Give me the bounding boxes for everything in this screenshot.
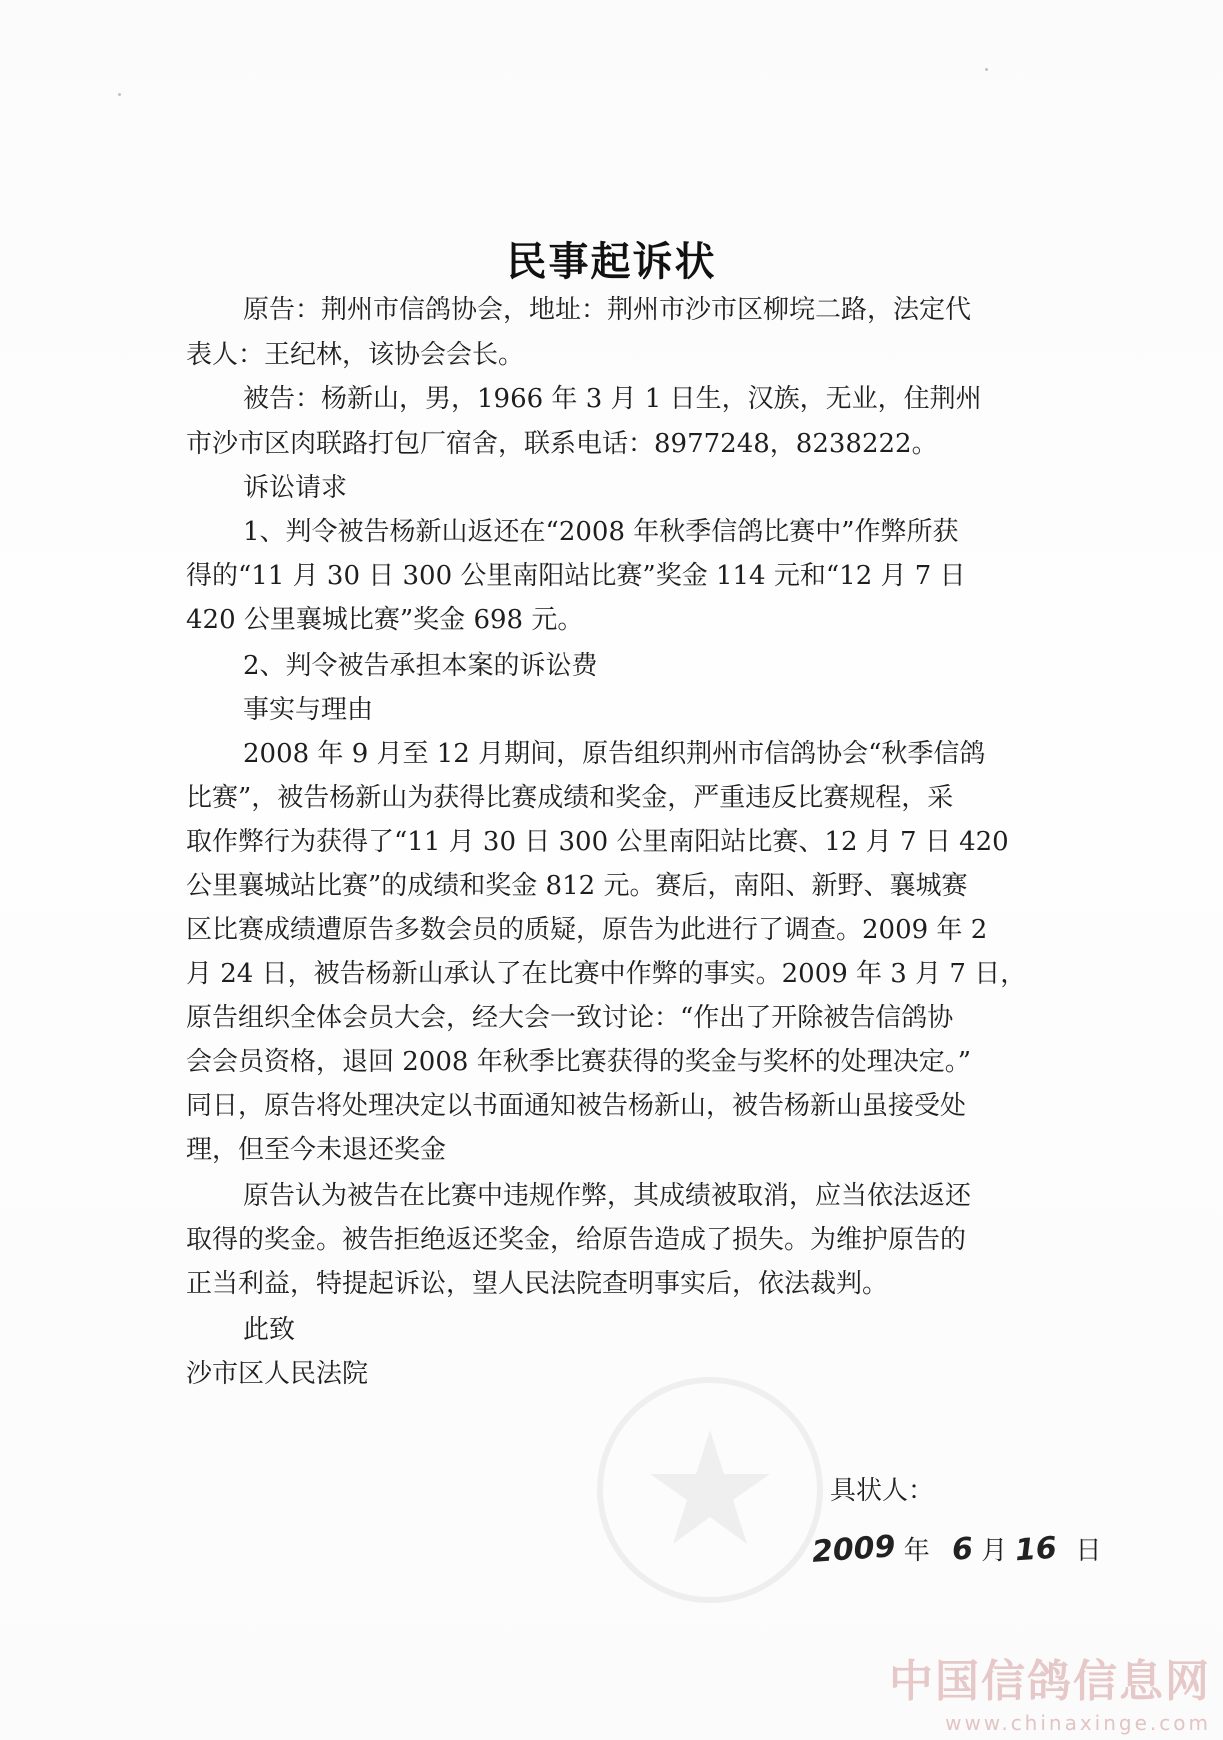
document-title: 民事起诉状 <box>506 239 717 285</box>
date-day-unit: 日 <box>1075 1536 1102 1566</box>
text-line: 取作弊行为获得了“11 月 30 日 300 公里南阳站比赛、12 月 7 日 420 <box>186 827 1009 857</box>
text-line: 正当利益，特提起诉讼，望人民法院查明事实后，依法裁判。 <box>186 1269 889 1299</box>
text-line: 会会员资格，退回 2008 年秋季比赛获得的奖金与奖杯的处理决定。” <box>186 1047 971 1077</box>
text-line: 市沙市区肉联路打包厂宿舍，联系电话：8977248，8238222。 <box>186 429 938 459</box>
watermark-site-name: 中国信鸽信息网 <box>889 1656 1211 1707</box>
text-line: 得的“11 月 30 日 300 公里南阳站比赛”奖金 114 元和“12 月 7 日 <box>186 561 966 591</box>
text-line: 理，但至今未退还奖金 <box>186 1135 447 1165</box>
text-line: 表人：王纪林，该协会会长。 <box>186 340 525 370</box>
text-line: 被告：杨新山，男，1966 年 3 月 1 日生，汉族，无业，住荆州 <box>243 384 982 414</box>
site-watermark <box>889 1645 1211 1735</box>
text-line: 区比赛成绩遭原告多数会员的质疑，原告为此进行了调查。2009 年 2 <box>186 915 988 945</box>
text-line: 原告认为被告在比赛中违规作弊，其成绩被取消，应当依法返还 <box>243 1181 972 1211</box>
handwritten-month: 6 <box>950 1531 975 1568</box>
addressee-court: 沙市区人民法院 <box>186 1359 369 1389</box>
closing-salutation: 此致 <box>243 1315 296 1345</box>
text-line: 420 公里襄城比赛”奖金 698 元。 <box>186 605 584 635</box>
text-line: 原告组织全体会员大会，经大会一致讨论：“作出了开除被告信鸽协 <box>186 1003 954 1033</box>
text-line: 原告：荆州市信鸽协会，地址：荆州市沙市区柳垸二路，法定代 <box>243 295 972 325</box>
section-heading: 诉讼请求 <box>243 473 348 503</box>
paper-speck <box>118 93 121 96</box>
text-line: 比赛”，被告杨新山为获得比赛成绩和奖金，严重违反比赛规程，采 <box>186 783 954 813</box>
filing-date <box>810 1529 1102 1570</box>
faded-seal-stamp <box>590 1370 830 1610</box>
plaintiff-signature-label: 具状人： <box>830 1476 935 1506</box>
watermark-url: www.chinaxinge.com <box>945 1711 1211 1735</box>
text-line: 取得的奖金。被告拒绝返还奖金，给原告造成了损失。为维护原告的 <box>186 1225 967 1255</box>
text-line: 2008 年 9 月至 12 月期间，原告组织荆州市信鸽协会“秋季信鸽 <box>243 739 986 769</box>
paper-speck <box>985 68 988 71</box>
handwritten-day: 16 <box>1014 1530 1059 1569</box>
text-line: 2、判令被告承担本案的诉讼费 <box>243 651 598 681</box>
text-line: 月 24 日，被告杨新山承认了在比赛中作弊的事实。2009 年 3 月 7 日， <box>186 959 1027 989</box>
date-month-unit: 月 <box>981 1536 1008 1566</box>
text-line: 1、判令被告杨新山返还在“2008 年秋季信鸽比赛中”作弊所获 <box>243 517 959 547</box>
text-line: 公里襄城站比赛”的成绩和奖金 812 元。赛后，南阳、新野、襄城赛 <box>186 871 968 901</box>
date-year-unit: 年 <box>903 1536 930 1566</box>
section-heading: 事实与理由 <box>243 695 374 725</box>
text-line: 同日，原告将处理决定以书面通知被告杨新山，被告杨新山虽接受处 <box>186 1091 967 1121</box>
handwritten-year: 2009 <box>810 1529 897 1570</box>
